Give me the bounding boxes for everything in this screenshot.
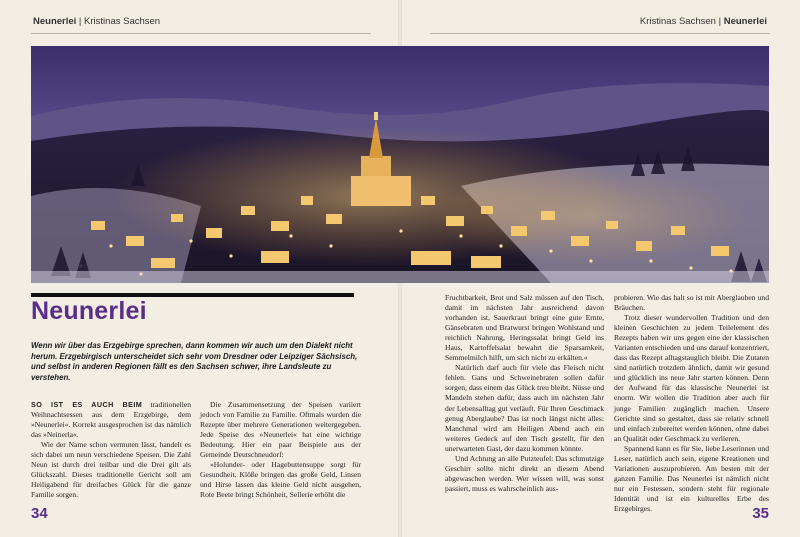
paragraph: SO IST ES AUCH BEIM traditionellen Weihnachtsessen aus dem Erzgebirge, dem »Neunerlei«. Korrekt ausgesprochen ist das nämlich das »Neinerla«. — [31, 400, 191, 440]
text-column-3 — [445, 293, 604, 494]
text-column-1 — [31, 400, 191, 500]
paragraph: Fruchtbarkeit, Brot und Salz müssen auf den Tisch, damit im nächsten Jahr ausreichend davon vorhanden ist, Sauerkraut bringt eine gute Ernte, Gänsebraten und Bratwurst bringen Wohlstand und reichlich Nahrung, Heringssalat bringt Geld ins Haus, Kartoffelsalat bewahrt die Sparsamkeit, Semmelmilch hilft, um sich nicht zu erkälten.« — [445, 293, 604, 363]
header-right-author: Kristinas Sachsen — [639, 16, 716, 27]
paragraph: »Holunder- oder Hagebuttensuppe sorgt für Gesundheit, Klöße bringen das große Geld, Linsen und Hirse lassen das kleine Geld nicht ausgehen, Rote Beete bringt Schönheit, Sellerie erhöht die — [200, 460, 361, 500]
article-lead: Wenn wir über das Erzgebirge sprechen, dann kommen wir auch um den Dialekt nicht herum. Erzgebirgisch unterscheidet sich sehr vom Dresdner oder Leipziger Sächsisch, und selbst in anderen Regionen fällt es den Sachsen schwer, ihre Landsleute zu verstehen. — [31, 341, 358, 382]
text-column-4 — [614, 293, 769, 514]
header-right-section: Neunerlei — [723, 16, 767, 27]
article-title: Neunerlei — [31, 297, 147, 325]
running-header-right: Kristinas Sachsen | Neunerlei — [639, 16, 767, 27]
paragraph: Und Achtung an alle Putzteufel: Das schmutzige Geschirr sollte nicht direkt an diesem Abend abgewaschen werden. Wer wissen will, was sonst passiert, muss es wahrscheinlich aus- — [445, 453, 604, 493]
header-rule-right — [430, 33, 770, 34]
paragraph: Natürlich darf auch für viele das Fleisch nicht fehlen. Gans und Schweinebraten sollen dafür sorgen, dass einem das Glück treu bleibt. Nüsse und Mandeln stehen dafür, dass auch im nächsten Jahr der Lebensalltag gut verläuft. Für Ihren Geschmack genug Aberglaube? Das ist noch längst nicht alles: Manchmal wird am Heiligen Abend auch ein weiteres Gedeck auf den Tisch gestellt, für den unerwarteten Gast, der dazu kommen könnte. — [445, 363, 604, 453]
winter-village-photo — [31, 46, 769, 283]
paragraph: Trotz dieser wundervollen Tradition und den kleinen Geschichten zu jedem Teilelement des Rezepts haben wir uns gegen eine der klassischen Varianten entschieden und uns darauf konzentriert, dass das Rezept alltagstauglich bleibt. Die Zutaten sind natürlich trotzdem ähnlich, damit wir gesund und glücklich ins neue Jahr starten können. Denn der Aufwand für das klassische Neunerlei ist enorm. Wir wollen die Tradition aber auch für junge Familien zugänglich machen. Unsere Gerichte sind so gestaltet, dass sie relativ schnell und einfach zubereitet werden können, ohne dabei an Qualität oder Geschmack zu verlieren. — [614, 313, 769, 443]
page-number-left: 34 — [31, 505, 48, 522]
header-left-author: Kristinas Sachsen — [84, 16, 161, 27]
page-number-right: 35 — [752, 505, 769, 522]
header-rule-left — [31, 33, 371, 34]
paragraph: probieren. Wie das halt so ist mit Aberglauben und Bräuchen. — [614, 293, 769, 313]
paragraph: Wie der Name schon vermuten lässt, handelt es sich dabei um neun verschiedene Speisen. Die Zahl Neun ist durch drei teilbar und die Drei gilt als Glückszahl. Dieses traditionelle Gericht soll am Heiligabend für dreifaches Glück für die ganze Familie sorgen. — [31, 440, 191, 500]
lead-in-caps: SO IST ES AUCH BEIM — [31, 400, 143, 409]
paragraph: Die Zusammensetzung der Speisen variiert jedoch von Familie zu Familie. Oftmals wurden die Rezepte über mehrere Generationen weitergegeben. Jede Speise des »Neunerlei« hat eine wichtige Bedeutung. Hier ein paar Beispiele aus der Gemeinde Deutschneudorf: — [200, 400, 361, 460]
header-left-section: Neunerlei — [33, 16, 77, 27]
text-column-2 — [200, 400, 361, 500]
running-header-left: Neunerlei | Kristinas Sachsen — [33, 16, 161, 27]
paragraph: Spannend kann es für Sie, liebe Leserinnen und Leser, natürlich auch sein, eigene Kreationen und Variationen auszuprobieren. Am besten mit der ganzen Familie. Das Neunerlei ist nämlich nicht nur ein Festessen, sondern steht für regionale Identität und ist ein kulturelles Erbe des Erzgebirges. — [614, 443, 769, 513]
